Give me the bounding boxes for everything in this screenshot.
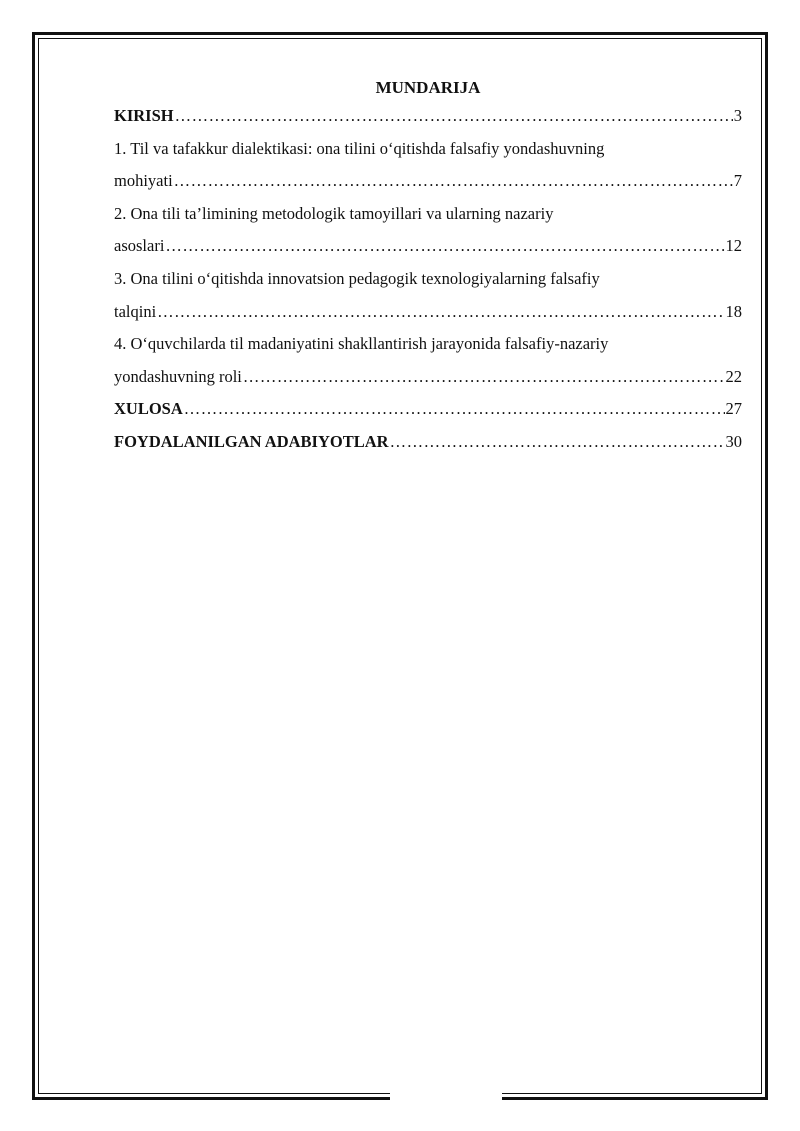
toc-page-number: 30 xyxy=(725,431,742,451)
toc-entry-adabiyotlar[interactable] xyxy=(114,426,742,459)
toc-entry-label: FOYDALANILGAN ADABIYOTLAR xyxy=(114,431,389,451)
toc-page-number: 12 xyxy=(725,236,742,256)
toc-leader-dots xyxy=(174,165,733,198)
toc-entry-label: talqini xyxy=(114,301,157,321)
toc-page-number: 22 xyxy=(725,366,742,386)
table-of-contents xyxy=(114,76,742,459)
toc-entry-3[interactable] xyxy=(114,296,742,329)
toc-leader-dots xyxy=(165,230,724,263)
toc-leader-dots xyxy=(175,100,733,133)
toc-entry-xulosa[interactable] xyxy=(114,393,742,426)
toc-entry-3-line1[interactable]: 3. Ona tilini o‘qitishda innovatsion pedagogik texnologiyalarning falsafiy xyxy=(114,268,600,288)
toc-leader-dots xyxy=(184,393,725,426)
toc-entry-label: yondashuvning roli xyxy=(114,366,242,386)
border-gap xyxy=(390,1090,502,1104)
toc-entry-kirish[interactable] xyxy=(114,100,742,133)
toc-page-number: 7 xyxy=(733,171,742,191)
toc-page-number: 27 xyxy=(725,399,742,419)
toc-leader-dots xyxy=(243,361,725,394)
toc-page-number: 3 xyxy=(733,106,742,125)
toc-entry-label: asoslari xyxy=(114,236,165,256)
toc-entry-1-line1[interactable]: 1. Til va tafakkur dialektikasi: ona tilini o‘qitishda falsafiy yondashuvning xyxy=(114,138,605,158)
toc-entry-2[interactable] xyxy=(114,230,742,263)
toc-title: MUNDARIJA xyxy=(375,78,481,97)
toc-entry-label: mohiyati xyxy=(114,171,173,191)
toc-entry-2-line1[interactable]: 2. Ona tili ta’limining metodologik tamoyillari va ularning nazariy xyxy=(114,203,554,223)
toc-page-number: 18 xyxy=(725,301,742,321)
toc-entry-4-line1[interactable]: 4. O‘quvchilarda til madaniyatini shakllantirish jarayonida falsafiy-nazariy xyxy=(114,334,609,354)
toc-leader-dots xyxy=(157,296,724,329)
toc-leader-dots xyxy=(390,426,725,459)
toc-entry-4[interactable] xyxy=(114,361,742,394)
toc-entry-label: KIRISH xyxy=(114,106,174,125)
toc-entry-label: XULOSA xyxy=(114,399,183,419)
toc-entry-1[interactable] xyxy=(114,165,742,198)
